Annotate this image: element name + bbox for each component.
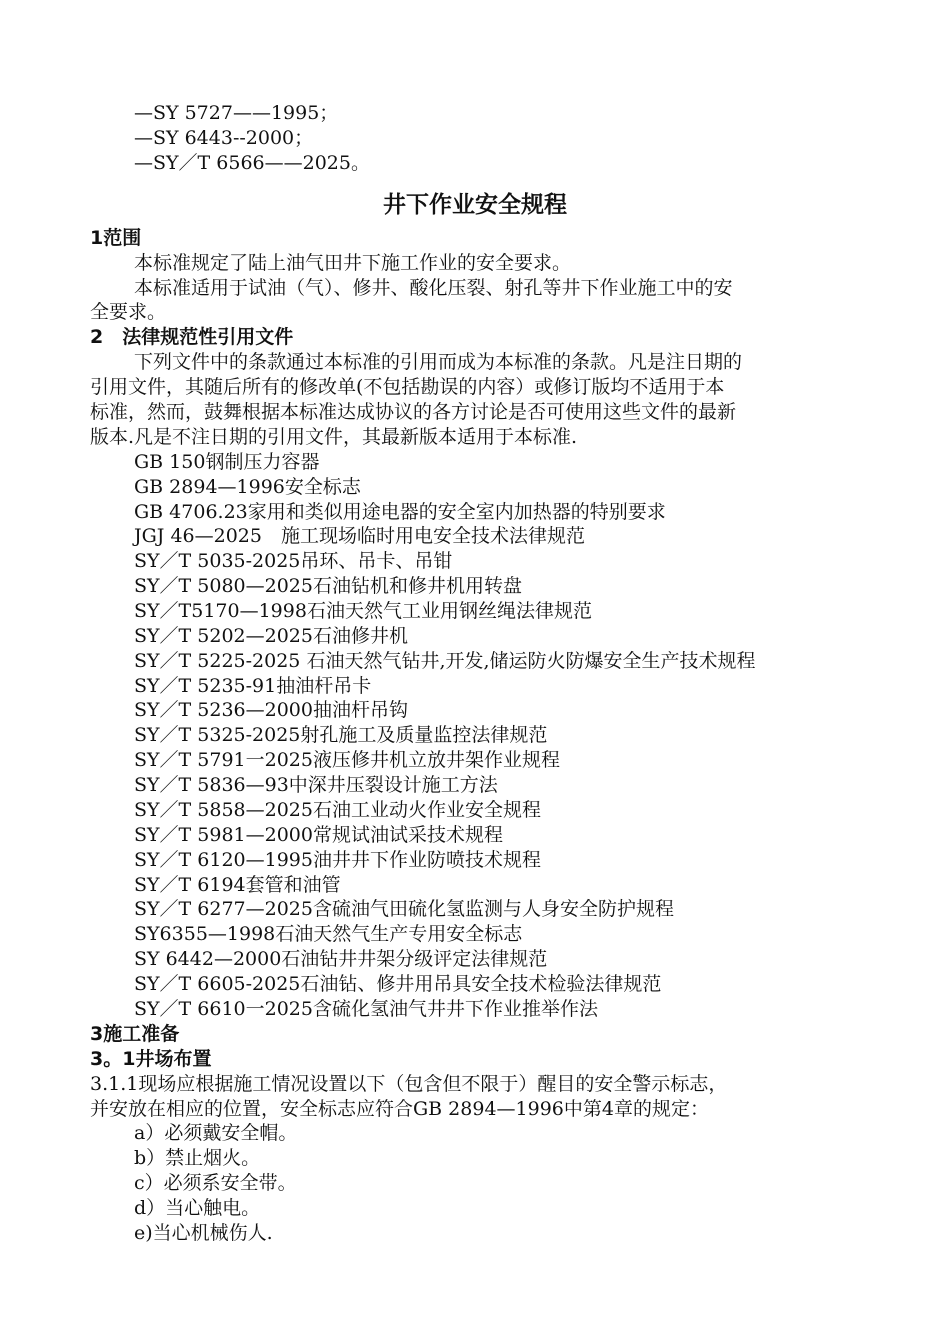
list-item: b）禁止烟火。 [134,1147,261,1169]
paragraph: 本标准规定了陆上油气田井下施工作业的安全要求。 [134,252,572,274]
reference-item: JGJ 46—2025 施工现场临时用电安全技术法律规范 [134,525,585,547]
reference-item: GB 150钢制压力容器 [134,451,320,473]
reference-item: GB 2894—1996安全标志 [134,476,361,498]
reference-line: —SY／T 6566——2025。 [134,152,370,174]
section-heading: 1范围 [90,227,142,249]
paragraph: 引用文件，其随后所有的修改单(不包括勘误的内容）或修订版均不适用于本 [90,376,725,398]
reference-item: SY／T 5235-91抽油杆吊卡 [134,675,372,697]
paragraph: 版本.凡是不注日期的引用文件，其最新版本适用于本标准. [90,426,578,448]
reference-item: SY／T 6194套管和油管 [134,874,341,896]
reference-item: SY／T 5236—2000抽油杆吊钩 [134,699,408,721]
reference-item: SY／T 5325-2025射孔施工及质量监控法律规范 [134,724,548,746]
reference-item: SY／T 5202—2025石油修井机 [134,625,408,647]
reference-item: SY／T 6605-2025石油钻、修井用吊具安全技术检验法律规范 [134,973,662,995]
list-item: a）必须戴安全帽。 [134,1122,298,1144]
paragraph: 标准，然而，鼓舞根据本标准达成协议的各方讨论是否可使用这些文件的最新 [90,401,737,423]
paragraph: 下列文件中的条款通过本标准的引用而成为本标准的条款。凡是注日期的 [134,351,743,373]
paragraph: 本标准适用于试油（气）、修井、酸化压裂、射孔等井下作业施工中的安 [134,277,733,299]
section-heading: 3施工准备 [90,1023,180,1045]
reference-line: —SY 5727——1995； [134,102,339,124]
reference-item: GB 4706.23家用和类似用途电器的安全室内加热器的特别要求 [134,501,666,523]
reference-item: SY／T 6120—1995油井井下作业防喷技术规程 [134,849,541,871]
paragraph-continuation: 全要求。 [90,301,167,323]
reference-item: SY6355—1998石油天然气生产专用安全标志 [134,923,523,945]
reference-item: SY／T 5981—2000常规试油试采技术规程 [134,824,503,846]
reference-item: SY／T 5791一2025液压修井机立放井架作业规程 [134,749,560,771]
reference-item: SY／T5170—1998石油天然气工业用钢丝绳法律规范 [134,600,592,622]
reference-item: SY 6442—2000石油钻井井架分级评定法律规范 [134,948,548,970]
reference-item: SY／T 6610一2025含硫化氢油气井井下作业推举作法 [134,998,598,1020]
reference-item: SY／T 6277—2025含硫油气田硫化氢监测与人身安全防护规程 [134,898,674,920]
reference-line: —SY 6443--2000； [134,127,314,149]
subsection-heading: 3。1井场布置 [90,1048,212,1070]
paragraph: 3.1.1现场应根据施工情况设置以下（包含但不限于）醒目的安全警示标志， [90,1073,728,1095]
list-item: e)当心机械伤人. [134,1222,273,1244]
list-item: d）当心触电。 [134,1197,261,1219]
reference-item: SY／T 5858—2025石油工业动火作业安全规程 [134,799,541,821]
reference-item: SY／T 5035-2025吊环、吊卡、吊钳 [134,550,453,572]
document-title: 井下作业安全规程 [383,192,567,218]
reference-item: SY／T 5836—93中深井压裂设计施工方法 [134,774,498,796]
section-heading: 2 法律规范性引用文件 [90,326,294,348]
reference-item: SY／T 5080—2025石油钻机和修井机用转盘 [134,575,522,597]
list-item: c）必须系安全带。 [134,1172,297,1194]
paragraph: 并安放在相应的位置，安全标志应符合GB 2894—1996中第4章的规定： [90,1098,709,1120]
reference-item: SY／T 5225-2025 石油天然气钻井,开发,储运防火防爆安全生产技术规程 [134,650,756,672]
